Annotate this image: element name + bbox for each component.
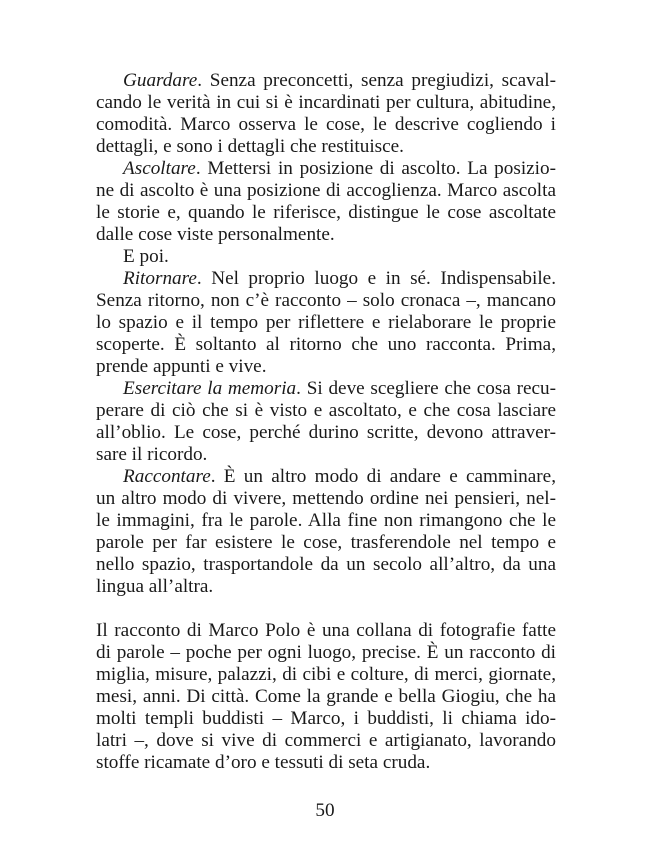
paragraph-spacer	[96, 598, 556, 620]
text-line	[96, 114, 556, 136]
line-text: perare di ciò che si è visto e ascoltato, e che cosa lasciare	[96, 400, 556, 421]
text-line	[96, 576, 556, 598]
keyword-heading: Raccontare	[123, 466, 211, 487]
text-line	[96, 466, 556, 488]
line-text: dettagli, e sono i dettagli che restituisce.	[96, 136, 404, 157]
text-line	[96, 422, 556, 444]
line-text: lo spazio e il tempo per riflettere e rielaborare le proprie	[96, 312, 556, 333]
line-text: . È un altro modo di andare e camminare,	[210, 466, 556, 487]
line-text: parole per far esistere le cose, trasferendole nel tempo e	[96, 532, 556, 553]
text-line: stoffe ricamate d’oro e tessuti di seta cruda.	[96, 752, 431, 773]
text-line: di parole – poche per ogni luogo, precise. È un racconto di	[96, 642, 556, 663]
text-line	[96, 378, 556, 400]
text-line	[96, 70, 556, 92]
line-text: all’oblio. Le cose, perché durino scritte, devono attraver-	[96, 422, 556, 443]
line-text: . Mettersi in posizione di ascolto. La posizio-	[195, 158, 556, 179]
line-text: . Senza preconcetti, senza pregiudizi, scaval-	[197, 70, 556, 91]
text-line	[96, 356, 556, 378]
text-line	[96, 532, 556, 554]
text-line	[96, 400, 556, 422]
line-text: Senza ritorno, non c’è racconto – solo cronaca –, mancano	[96, 290, 556, 311]
page-body	[96, 70, 556, 774]
text-line	[96, 92, 556, 114]
line-text: . Nel proprio luogo e in sé. Indispensabile.	[196, 268, 556, 289]
line-text: lingua all’altra.	[96, 576, 214, 597]
page-number: 50	[315, 800, 335, 821]
text-line	[96, 510, 556, 532]
text-line	[96, 444, 556, 466]
line-text: dalle cose viste personalmente.	[96, 224, 335, 245]
text-line	[96, 488, 556, 510]
text-line	[96, 554, 556, 576]
line-text: un altro modo di vivere, mettendo ordine nei pensieri, nel-	[96, 488, 556, 509]
keyword-heading: Ritornare	[123, 268, 197, 289]
line-text: prende appunti e vive.	[96, 356, 267, 377]
line-text: nello spazio, trasportandole da un secolo all’altro, da una	[96, 554, 556, 575]
text-line	[96, 158, 556, 180]
text-line	[96, 290, 556, 312]
text-line	[96, 246, 556, 268]
line-text: sare il ricordo.	[96, 444, 208, 465]
keyword-heading: Guardare	[123, 70, 198, 91]
text-line	[96, 180, 556, 202]
text-line	[96, 202, 556, 224]
closing-paragraph	[96, 620, 556, 774]
text-line: Il racconto di Marco Polo è una collana di fotografie fatte	[96, 620, 556, 641]
text-line: molti templi buddisti – Marco, i buddisti, li chiama ido-	[96, 708, 556, 729]
text-line: mesi, anni. Di città. Come la grande e bella Giogiu, che ha	[96, 686, 556, 707]
line-text: le immagini, fra le parole. Alla fine non rimangono che le	[96, 510, 556, 531]
line-text: . Si deve scegliere che cosa recu-	[296, 378, 556, 399]
definition-list	[96, 70, 556, 598]
line-text: cando le verità in cui si è incardinati per cultura, abitudine,	[96, 92, 556, 113]
text-line	[96, 334, 556, 356]
line-text: scoperte. È soltanto al ritorno che uno racconta. Prima,	[96, 334, 556, 355]
keyword-heading: Esercitare la memoria	[123, 378, 297, 399]
text-line: miglia, misure, palazzi, di cibi e colture, di merci, giornate,	[96, 664, 556, 685]
text-line	[96, 268, 556, 290]
text-line	[96, 136, 556, 158]
keyword-heading: Ascoltare	[123, 158, 196, 179]
text-line	[96, 224, 556, 246]
line-text: le storie e, quando le riferisce, distingue le cose ascoltate	[96, 202, 556, 223]
text-line: latri –, dove si vive di commerci e artigianato, lavorando	[96, 730, 556, 751]
line-text: E poi.	[123, 246, 169, 267]
line-text: comodità. Marco osserva le cose, le descrive cogliendo i	[96, 114, 556, 135]
line-text: ne di ascolto è una posizione di accoglienza. Marco ascolta	[96, 180, 556, 201]
text-line	[96, 312, 556, 334]
